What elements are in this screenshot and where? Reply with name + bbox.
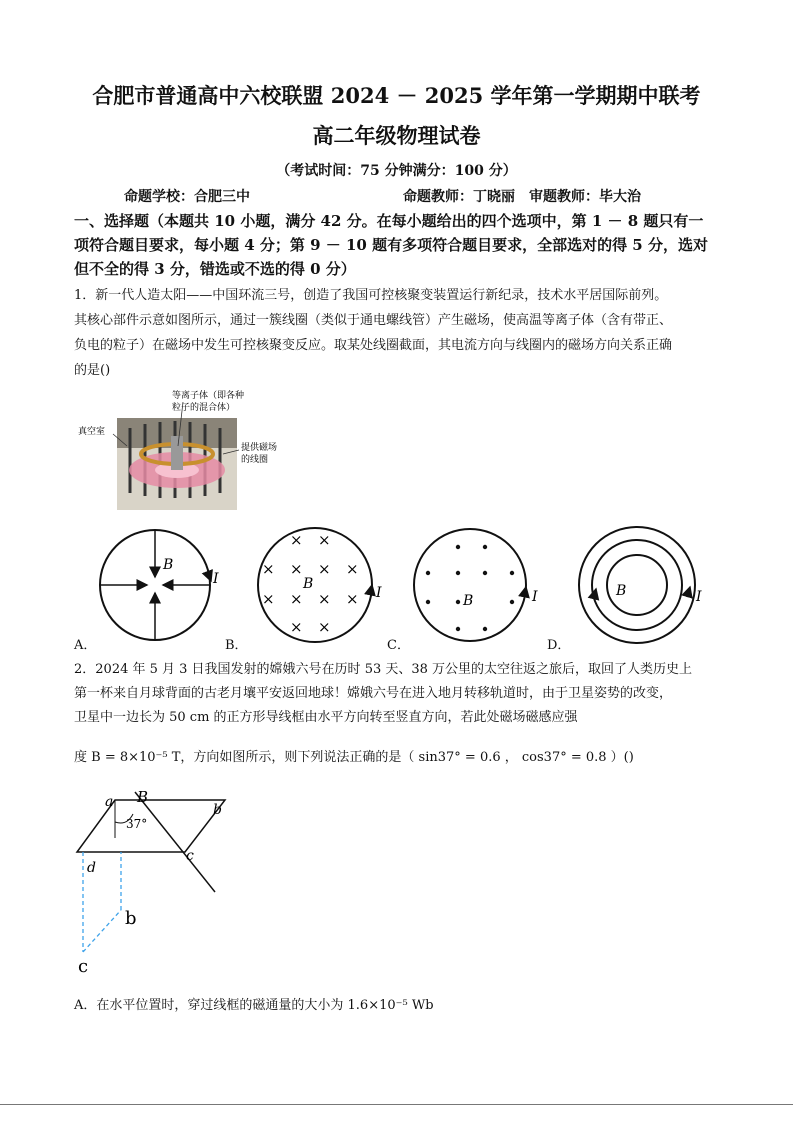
vertex-b: b <box>213 802 222 818</box>
section-heading-line-3: 但不全的得 3 分，错选或不选的得 0 分） <box>74 260 356 278</box>
q2-line-1: 2．2024 年 5 月 3 日我国发射的嫦娥六号在历时 53 天、38 万公里的太空往返之旅后，取回了人类历史上 <box>74 662 693 677</box>
q1-line-2: 其核心部件示意如图所示，通过一簇线圈（类似于通电螺线管）产生磁场，使高温等离子体（含有带正、 <box>74 313 673 328</box>
field-direction-line <box>135 792 215 892</box>
out-of-page-dots <box>426 545 514 631</box>
vertex-d: d <box>87 860 96 876</box>
current-label-d: I <box>696 589 702 605</box>
svg-text:×: × <box>290 590 303 608</box>
label-vacuum: 真空室 <box>78 427 106 437</box>
label-coil-1: 提供磁场 <box>241 443 278 453</box>
q1-line-1: 1．新一代人造太阳——中国环流三号，创造了我国可控核聚变装置运行新纪录，技术水平居国际前列。 <box>74 288 668 303</box>
option-d-diagram <box>579 527 702 643</box>
field-b-label: B <box>137 788 149 806</box>
q2-line-2: 第一杯来自月球背面的古老月壤平安返回地球！嫦娥六号在进入地月转移轨道时，由于卫星姿势的改变， <box>74 686 673 701</box>
vertex-a: a <box>105 794 114 810</box>
label-plasma-1: 等离子体（即各种 <box>172 391 245 401</box>
option-a-diagram <box>100 530 219 640</box>
option-d-label: D． <box>547 638 571 653</box>
svg-text:×: × <box>262 590 275 608</box>
svg-text:×: × <box>290 531 303 549</box>
q2-option-a: A．在水平位置时，穿过线框的磁通量的大小为 1.6×10⁻⁵ Wb <box>74 998 434 1013</box>
svg-text:×: × <box>318 560 331 578</box>
svg-text:×: × <box>290 618 303 636</box>
option-b-diagram <box>258 528 382 642</box>
tokamak-figure <box>75 388 295 518</box>
svg-text:×: × <box>262 560 275 578</box>
q1-line-4: 的是() <box>74 363 111 378</box>
label-plasma-2: 粒子的混合体） <box>172 403 236 413</box>
field-label-d: B <box>616 583 627 599</box>
field-label-b: B <box>303 576 314 592</box>
exam-subtitle: 高二年级物理试卷 <box>312 123 481 148</box>
vertex-c: c <box>186 848 194 864</box>
q2-line-3: 卫星中一边长为 50 cm 的正方形导线框由水平方向转至竖直方向，若此处磁场磁感应强 <box>74 710 578 725</box>
footer-rule <box>0 1104 793 1105</box>
svg-text:×: × <box>318 618 331 636</box>
option-a-label: A． <box>74 638 97 653</box>
q1-line-3: 负电的粒子）在磁场中发生可控核聚变反应。取某处线圈截面，其电流方向与线圈内的磁场方向关系正确 <box>74 338 673 353</box>
svg-text:×: × <box>290 560 303 578</box>
horizontal-frame <box>77 800 225 852</box>
field-label-c: B <box>463 593 474 609</box>
angle-label: 37° <box>126 817 148 831</box>
exam-title: 合肥市普通高中六校联盟 2024 － 2025 学年第一学期期中联考 <box>92 83 701 108</box>
section-heading-line-1: 一、选择题（本题共 10 小题，满分 42 分。在每小题给出的四个选项中，第 1 － 8 题只有一 <box>74 212 704 230</box>
field-label-a: B <box>163 557 174 573</box>
rotated-vertex-b: b <box>125 908 137 929</box>
rotated-vertex-c: c <box>78 956 89 977</box>
exam-time: （考试时间：75 分钟满分：100 分） <box>276 163 517 179</box>
q2-frame-figure <box>75 780 265 980</box>
label-coil-2: 的线圈 <box>241 455 269 465</box>
current-label-c: I <box>532 589 538 605</box>
author-school: 命题学校：合肥三中 <box>124 189 250 205</box>
option-b-label: B． <box>225 638 248 653</box>
q2-line-4: 度 B = 8×10⁻⁵ T，方向如图所示，则下列说法正确的是（ sin37° = 0.6 ， cos37° = 0.8 ）() <box>74 750 634 765</box>
author-teachers: 命题教师：丁晓丽 审题教师：毕大治 <box>403 189 641 205</box>
section-heading-line-2: 项符合题目要求，每小题 4 分；第 9 － 10 题有多项符合题目要求，全部选对的得 5 分，选对 <box>74 236 708 254</box>
svg-text:×: × <box>346 590 359 608</box>
svg-text:×: × <box>318 531 331 549</box>
option-c-diagram <box>414 529 538 641</box>
svg-text:×: × <box>346 560 359 578</box>
svg-text:×: × <box>318 590 331 608</box>
option-c-label: C． <box>387 638 410 653</box>
current-label-b: I <box>376 585 382 601</box>
current-label-a: I <box>213 571 219 587</box>
